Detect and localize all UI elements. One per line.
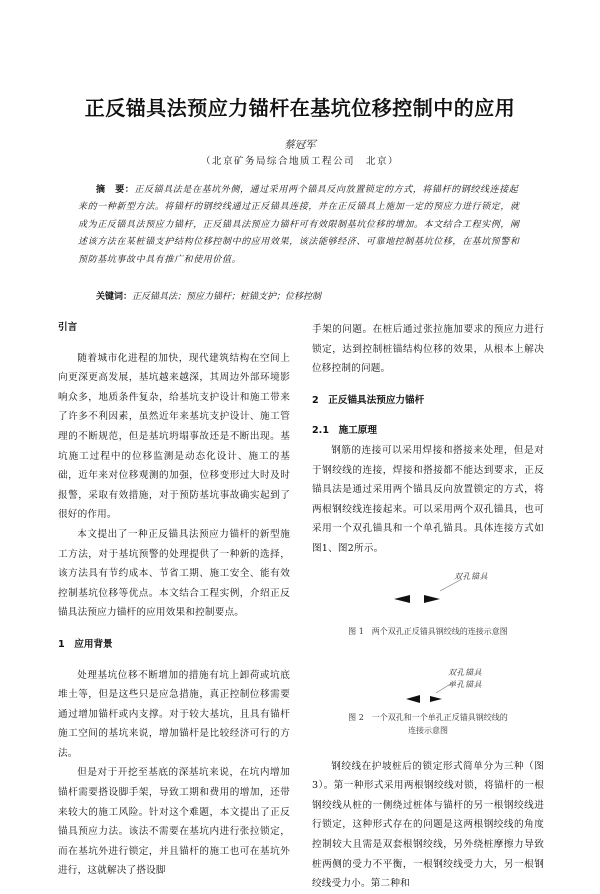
abstract-text: 正反锚具法是在基坑外侧，通过采用两个锚具反向放置锁定的方式，将锚杆的钢绞线连接起来的一种新型方法。将锚杆的钢绞线通过正反锚具连接，并在正反锚具上施加一定的预应力进行锁定，就成为正反锚具法预应力锚杆，正反锚具法预应力锚杆可有效限制基坑位移的增加。本文结合工程实例，阐述该方法在某桩锚支护结构位移控制中的应用效果，该法能够经济、可靠地控制基坑位移，在基坑预警和预防基坑事故中具有推广和使用价值。 bbox=[78, 185, 520, 265]
figure-1-label: 双孔锚具 bbox=[454, 571, 488, 581]
abstract bbox=[78, 182, 526, 269]
keywords-text: 正反锚具法；预应力锚杆；桩锚支护；位移控制 bbox=[132, 292, 322, 302]
figure-2-diagram bbox=[312, 661, 544, 717]
left-column bbox=[58, 318, 290, 881]
right-paragraph-continued: 手架的问题。在桩后通过张拉施加要求的预应力进行锁定，达到控制桩锚结构位移的效果，从根本上解决位移控制的问题。 bbox=[312, 324, 544, 375]
figure-2 bbox=[312, 661, 544, 739]
figure-1-caption: 图 1 两个双孔正反锚具钢绞线的连接示意图 bbox=[348, 626, 508, 636]
figure-2-caption-line-2: 连接示意图 bbox=[408, 725, 448, 735]
section-1-heading: 1 应用背景 bbox=[58, 638, 113, 650]
figure-1-leader-line bbox=[440, 579, 462, 591]
author: 蔡冠军 bbox=[284, 139, 316, 151]
section-1-paragraph-2: 但是对于开挖至基底的深基坑来说，在坑内增加锚杆需要搭设脚手架，导致工期和费用的增加，还带来较大的施工风险。针对这个难题，本文提出了正反锚具预应力法。该法不需要在基坑内进行张拉锁定，而在基坑外进行锁定，并且锚杆的施工也可在基坑外进行，这就解决了搭设脚 bbox=[58, 767, 290, 877]
section-2-heading: 2 正反锚具法预应力锚杆 bbox=[312, 394, 425, 406]
section-2-1-paragraph: 钢筋的连接可以采用焊接和搭接来处理，但是对于钢绞线的连接，焊接和搭接都不能达到要求，正反锚具法是通过采用两个锚具反向放置锁定的方式，将两根钢绞线连接起来。可以采用两个双孔锚具，也可采用一个双孔锚具和一个单孔锚具。具体连接方式如图1、图2所示。 bbox=[312, 444, 544, 554]
intro-heading: 引言 bbox=[58, 322, 78, 333]
figure-2-label-double: 双孔锚具 bbox=[448, 667, 482, 677]
keywords bbox=[78, 290, 526, 304]
figure-1 bbox=[312, 565, 544, 655]
figure-1-anchor-left bbox=[394, 595, 410, 603]
keywords-label: 关键词： bbox=[96, 292, 133, 302]
intro-paragraph-1: 随着城市化进程的加快，现代建筑结构在空间上向更深更高发展，基坑越来越深，其周边外部环境影响众多，地质条件复杂，给基坑支护设计和施工带来了许多不利因素，虽然近年来基坑支护设计、施工管理的不断规范，但是基坑坍塌事故还是不断出现。基坑施工过程中的位移监测是动态化设计、施工的基础，近年来对位移观测的加强，位移变形过大时及时报警，采取有效措施，对于预防基坑事故确实起到了很好的作用。 bbox=[58, 352, 290, 521]
figure-2-caption bbox=[312, 711, 544, 737]
abstract-label: 摘 要： bbox=[96, 185, 135, 195]
figure-2-caption-line-1: 图 2 一个双孔和一个单孔正反锚具钢绞线的 bbox=[348, 712, 508, 722]
figure-2-leader-line bbox=[436, 683, 452, 693]
figure-2-label-single: 单孔锚具 bbox=[448, 679, 482, 689]
figure-2-anchor-right bbox=[430, 696, 442, 702]
right-column bbox=[312, 320, 544, 894]
right-paragraph-last: 钢绞线在护坡桩后的锁定形式简单分为三种（图3）。第一种形式采用两根钢绞线对锁，将锚杆的一根钢绞线从桩的一侧绕过桩体与锚杆的另一根钢绞线进行锁定，这种形式存在的问题是这两根钢绞线的角度控制较大且需是双套根钢绞线，另外绕桩摩擦力导致桩两侧的受力不平衡，一根钢绞线受力大，另一根钢绞线受力小。第二种和 bbox=[312, 760, 544, 890]
affiliation: （北京矿务局综合地质工程公司 北京） bbox=[200, 156, 399, 167]
figure-2-anchor-left bbox=[406, 695, 420, 703]
figure-1-anchor-right bbox=[424, 595, 440, 603]
intro-paragraph-2: 本文提出了一种正反锚具法预应力锚杆的新型施工方法，对于基坑预警的处理提供了一种新的选择，该方法具有节约成本、节省工期、施工安全、能有效控制基坑位移等优点。本文结合工程实例，介绍正反锚具法预应力锚杆的应用效果和控制要点。 bbox=[58, 528, 290, 619]
paper-title: 正反锚具法预应力锚杆在基坑位移控制中的应用 bbox=[84, 96, 516, 120]
section-2-1-heading: 2.1 施工原理 bbox=[312, 425, 377, 437]
section-1-paragraph-1: 处理基坑位移不断增加的措施有坑上卸荷或坑底堆土等，但是这些只是应急措施，真正控制位移需要通过增加锚杆或内支撑。对于较大基坑，且具有锚杆施工空间的基坑来说，增加锚杆是比较经济可行的方法。 bbox=[58, 669, 290, 759]
